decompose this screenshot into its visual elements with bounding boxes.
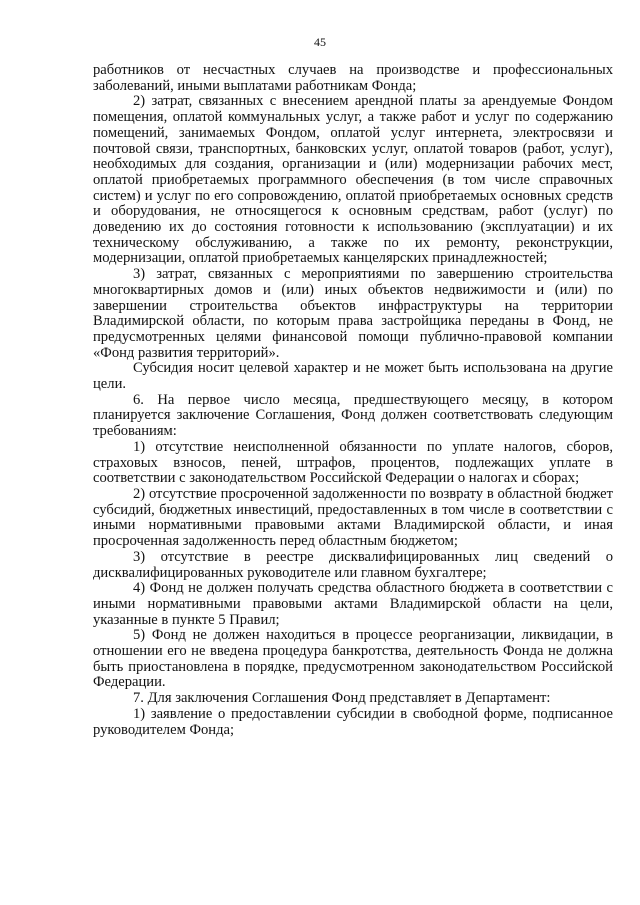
paragraph-section-6: 6. На первое число месяца, предшествующего месяцу, в котором планируется заключение Соглашения, Фонд должен соответствовать следующим требованиям: xyxy=(93,391,613,440)
paragraph-continuation: работников от несчастных случаев на производстве и профессиональных заболеваний, иными выплатами работникам Фонда; xyxy=(93,62,613,94)
paragraph-document-1: 1) заявление о предоставлении субсидии в свободной форме, подписанное руководителем Фонда; xyxy=(93,705,613,738)
paragraph-requirement-2: 2) отсутствие просроченной задолженности по возврату в областной бюджет субсидий, бюджетных инвестиций, предоставленных в том числе в соответствии с иными нормативными правовыми актами Владимирской области, и иная просроченная задолженность перед областным бюджетом; xyxy=(93,485,613,550)
paragraph-requirement-4: 4) Фонд не должен получать средства областного бюджета в соответствии с иными нормативными правовыми актами Владимирской области на цели, указанные в пункте 5 Правил; xyxy=(93,580,613,628)
paragraph-section-7: 7. Для заключения Соглашения Фонд представляет в Департамент: xyxy=(133,690,551,707)
paragraph-item-3: 3) затрат, связанных с мероприятиями по завершению строительства многоквартирных домов и (или) иных объектов недвижимости и (или) по завершении строительства объектов инфраструктуры на территории Владимирской области, по которым права застройщика переданы в Фонд, не предусмотренных целями финансовой помощи публично-правовой компании «Фонд развития территорий». xyxy=(93,266,613,361)
page-number: 45 xyxy=(314,35,326,49)
paragraph-requirement-1: 1) отсутствие неисполненной обязанности по уплате налогов, сборов, страховых взносов, пеней, штрафов, процентов, подлежащих уплате в соответствии с законодательством Российской Федерации о налогах и сборах; xyxy=(93,438,613,487)
paragraph-requirement-3: 3) отсутствие в реестре дисквалифицированных лиц сведений о дисквалифицированных руководителе или главном бухгалтере; xyxy=(93,548,613,581)
paragraph-subsidy-purpose: Субсидия носит целевой характер и не может быть использована на другие цели. xyxy=(93,360,613,393)
paragraph-requirement-5: 5) Фонд не должен находиться в процессе реорганизации, ликвидации, в отношении его не введена процедура банкротства, деятельность Фонда не должна быть приостановлена в порядке, предусмотренном законодательством Российской Федерации. xyxy=(93,627,613,691)
document-body xyxy=(93,63,613,738)
paragraph-item-2: 2) затрат, связанных с внесением арендной платы за арендуемые Фондом помещения, оплатой коммунальных услуг, а также работ и услуг по содержанию помещений, занимаемых Фондом, оплатой услуг интернета, электросвязи и почтовой связи, транспортных, банковских услуг, оплатой товаров (работ, услуг), необходимых для создания, организации и (или) модернизации рабочих мест, оплатой приобретаемых программного обеспечения (в том числе справочных систем) и услуг по его сопровождению, оплатой приобретаемых основных средств и оборудования, не относящегося к основным средствам, работ (услуг) по доведению их до состояния готовности к использованию (эксплуатации) и их техническому обслуживанию, а также по их ремонту, реконструкции, модернизации, оплатой приобретаемых канцелярских принадлежностей; xyxy=(93,93,613,267)
